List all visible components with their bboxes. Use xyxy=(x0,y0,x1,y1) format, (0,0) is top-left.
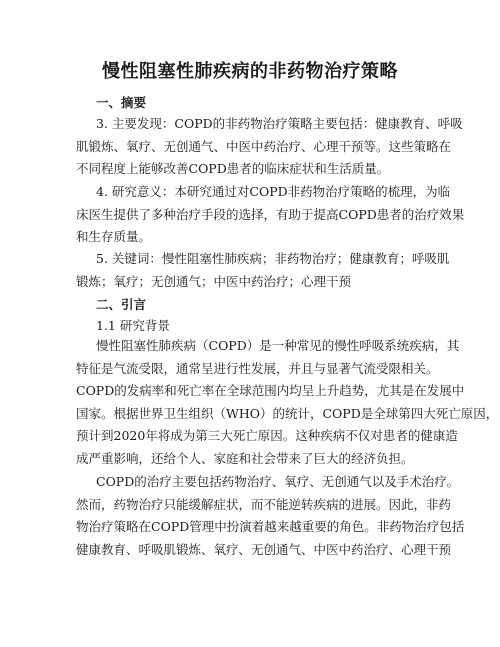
paragraph-background-1 xyxy=(76,335,499,470)
text-line: 特征是气流受限，通常呈进行性发展，并且与显著气流受限相关。 xyxy=(76,360,439,376)
text-line: 肌锻炼、氧疗、无创通气、中医中药治疗、心理干预等。这些策略在 xyxy=(76,138,452,154)
paragraph-research-significance xyxy=(76,181,465,249)
text-line: 然而，药物治疗只能缓解症状，而不能逆转疾病的进展。因此，非药 xyxy=(76,496,452,512)
text-line: 预计到2020年将成为第三大死亡原因。这种疾病不仅对患者的健康造 xyxy=(76,428,458,443)
text-line: 床医生提供了多种治疗手段的选择，有助于提高COPD患者的治疗效果 xyxy=(76,206,465,222)
text-line: COPD的发病率和死亡率在全球范围内均呈上升趋势，尤其是在发展中 xyxy=(76,383,465,398)
text-line: 健康教育、呼吸肌锻炼、氧疗、无创通气、中医中药治疗、心理干预 xyxy=(76,541,452,557)
paragraph-background-2 xyxy=(76,471,465,561)
text-line: 4. 研究意义：本研究通过对COPD非药物治疗策略的梳理，为临 xyxy=(96,184,451,199)
text-line: 3. 主要发现：COPD的非药物治疗策略主要包括：健康教育、呼吸 xyxy=(96,116,463,131)
paragraph-keywords xyxy=(76,248,450,293)
document-title: 慢性阻塞性肺疾病的非药物治疗策略 xyxy=(102,61,398,82)
section-heading-abstract: 一、摘要 xyxy=(96,95,147,110)
text-line: 成严重影响，还给个人、家庭和社会带来了巨大的经济负担。 xyxy=(76,450,414,466)
text-line: 国家。根据世界卫生组织（WHO）的统计，COPD是全球第四大死亡原因， xyxy=(76,405,499,421)
text-line: 和生存质量。 xyxy=(76,229,152,244)
text-line: 锻炼；氧疗；无创通气；中医中药治疗；心理干预 xyxy=(76,273,352,289)
text-line: 不同程度上能够改善COPD患者的临床症状和生活质量。 xyxy=(76,161,390,176)
paragraph-main-findings xyxy=(76,113,463,181)
text-line: 物治疗策略在COPD管理中扮演着越来越重要的角色。非药物治疗包括 xyxy=(76,519,465,534)
text-line: 5. 关键词：慢性阻塞性肺疾病；非药物治疗；健康教育；呼吸肌 xyxy=(96,251,450,266)
text-line: 慢性阻塞性肺疾病（COPD）是一种常见的慢性呼吸系统疾病，其 xyxy=(96,338,460,353)
text-line: COPD的治疗主要包括药物治疗、氧疗、无创通气以及手术治疗。 xyxy=(96,474,460,489)
section-heading-introduction: 二、引言 xyxy=(96,297,147,312)
subsection-heading-background: 1.1 研究背景 xyxy=(96,318,170,333)
